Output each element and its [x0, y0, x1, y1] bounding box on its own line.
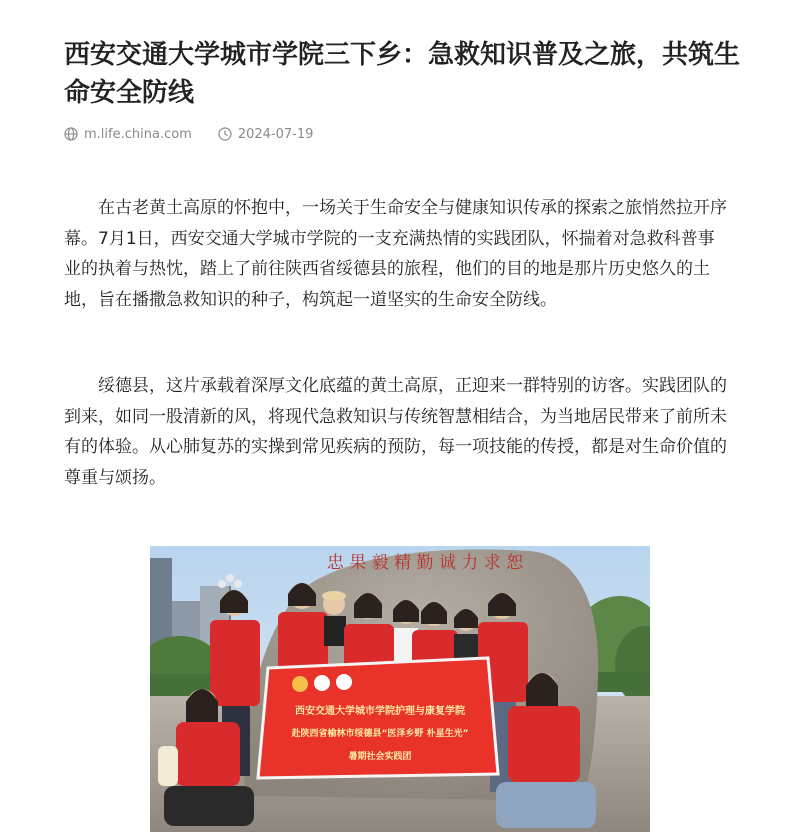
article-meta: [64, 124, 339, 144]
banner-line-2: 赴陕西省榆林市绥德县“医泽乡野 朴星生光”: [291, 729, 469, 739]
hedge: [595, 672, 650, 692]
lamp: [218, 580, 226, 588]
lamp: [234, 580, 242, 588]
article-date: 2024-07-19: [237, 126, 314, 142]
globe-icon: [64, 127, 78, 141]
team-photo: [150, 546, 650, 832]
article-photo: [150, 546, 650, 832]
source-item[interactable]: [64, 127, 192, 142]
article-paragraph: 在古老黄土高原的怀抱中，一场关于生命安全与健康知识传承的探索之旅悄然拉开序幕。7月1日，西安交通大学城市学院的一支充满热情的实践团队，怀揣着对急救科普事业的执着与热忱，踏上了前往陕西省绥德县的旅程，他们的目的地是那片历史悠久的土地，旨在播撒急救知识的种子，构筑起一道坚实的生命安全防线。: [64, 198, 727, 310]
article-paragraph: 绥德县，这片承载着深厚文化底蕴的黄土高原，正迎来一群特别的访客。实践团队的到来，如同一股清新的风，将现代急救知识与传统智慧相结合，为当地居民带来了前所未有的体验。从心肺复苏的实操到常见疾病的预防，每一项技能的传授，都是对生命价值的尊重与颂扬。: [64, 376, 727, 488]
article-title: 西安交通大学城市学院三下乡：急救知识普及之旅，共筑生命安全防线: [64, 40, 741, 108]
banner-line-1: 西安交通大学城市学院护理与康复学院: [295, 706, 465, 717]
lamp: [226, 574, 234, 582]
banner: [258, 658, 498, 778]
stone-inscription: 忠 果 毅 精 勤 诚 力 求 恕: [326, 553, 524, 573]
clock-icon: [218, 127, 232, 141]
date-item: [218, 127, 314, 142]
article-source[interactable]: m.life.china.com: [84, 126, 192, 142]
banner-line-3: 暑期社会实践团: [348, 752, 412, 762]
person: [322, 591, 346, 646]
